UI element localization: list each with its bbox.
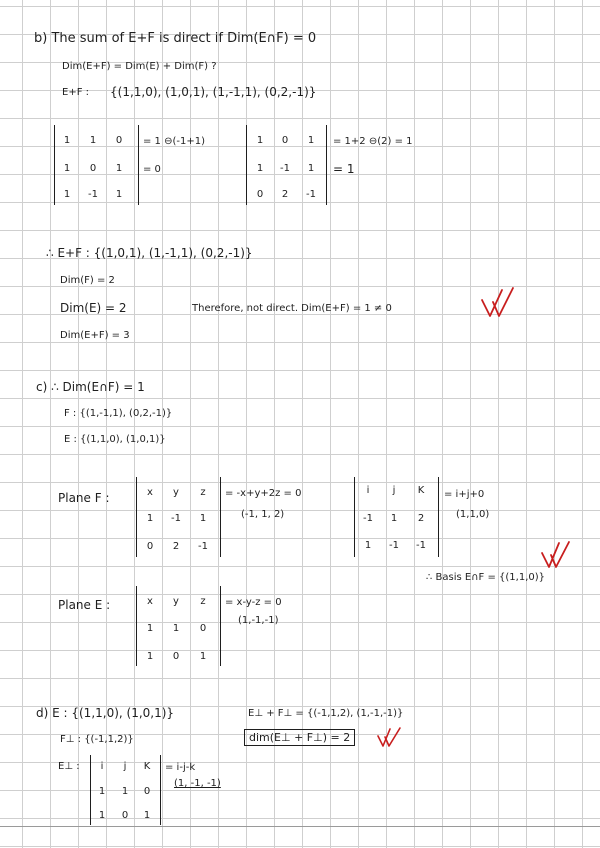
plane-e-label: Plane E : (58, 598, 111, 612)
plane-e-left-bar (136, 586, 137, 666)
det1-cell: 0 (89, 163, 97, 174)
plane-f-cell: 1 (199, 513, 207, 524)
dim-formula: Dim(E+F) = Dim(E) + Dim(F) ? (62, 61, 217, 72)
check-mark-icon (480, 286, 522, 320)
plane-e-equation: = x-y-z = 0 (225, 597, 282, 608)
plane-e-cell: 1 (146, 623, 154, 634)
det2-left-bar (246, 125, 247, 205)
dim-perp-box: dim(E⊥ + F⊥) = 2 (244, 729, 355, 746)
det1-right-bar (138, 125, 139, 205)
cross-det-right-bar (438, 477, 439, 557)
e-plus-f-set: {(1,1,0), (1,0,1), (1,-1,1), (0,2,-1)} (110, 85, 317, 99)
det2-cell: 1 (256, 135, 264, 146)
cross-det-cell: -1 (416, 540, 426, 551)
plane-e-cell: x (147, 596, 153, 607)
det1-cell: 1 (63, 163, 71, 174)
plane-f-left-bar (136, 477, 137, 557)
plane-f-right-bar (220, 477, 221, 557)
e-perp-cell: 0 (121, 810, 129, 821)
perp-sum: E⊥ + F⊥ = {(-1,1,2), (1,-1,-1)} (248, 708, 404, 719)
plane-e-cell: 1 (146, 651, 154, 662)
plane-f-cell: 2 (172, 541, 180, 552)
plane-f-normal: (-1, 1, 2) (241, 509, 285, 520)
plane-f-cell: 0 (146, 541, 154, 552)
dim-e: Dim(E) = 2 (60, 301, 127, 315)
det1-cell: 1 (115, 163, 123, 174)
cross-vector: (1,1,0) (456, 509, 490, 520)
plane-f-cell: 1 (146, 513, 154, 524)
plane-e-cell: 0 (199, 623, 207, 634)
plane-e-normal: (1,-1,-1) (238, 615, 279, 626)
det2-cell: 0 (256, 189, 264, 200)
check-mark-icon (540, 540, 576, 570)
e-perp-cell: i (100, 761, 104, 772)
plane-e-cell: 1 (172, 623, 180, 634)
cross-det-cell: j (392, 485, 396, 496)
f-perp-set: F⊥ : {(-1,1,2)} (60, 734, 134, 745)
cross-det-cell: 1 (390, 513, 398, 524)
e-perp-cell: 1 (98, 786, 106, 797)
det2-cell: 2 (281, 189, 289, 200)
det1-cell: 1 (115, 189, 123, 200)
f-set: F : {(1,-1,1), (0,2,-1)} (64, 408, 173, 419)
det1-result-value: = 0 (143, 164, 161, 175)
e-perp-vector: (1, -1, -1) (174, 778, 221, 789)
conclusion-text: Therefore, not direct. Dim(E+F) = 1 ≠ 0 (192, 303, 392, 314)
e-perp-cell: 0 (143, 786, 151, 797)
e-perp-equation: = i-j-k (165, 762, 196, 773)
cross-det-cell: -1 (363, 513, 373, 524)
page-bottom-rule (0, 826, 600, 827)
e-perp-cell: j (123, 761, 127, 772)
det2-cell: -1 (306, 189, 316, 200)
det2-cell: 1 (307, 135, 315, 146)
cross-det-cell: 1 (364, 540, 372, 551)
dim-f: Dim(F) = 2 (60, 275, 115, 286)
part-c-heading: c) ∴ Dim(E∩F) = 1 (36, 380, 145, 394)
plane-f-cell: -1 (171, 513, 181, 524)
e-perp-cell: 1 (143, 810, 151, 821)
det1-cell: 1 (63, 189, 71, 200)
plane-e-right-bar (220, 586, 221, 666)
e-perp-cell: 1 (121, 786, 129, 797)
plane-f-label: Plane F : (58, 491, 110, 505)
det2-cell: -1 (280, 163, 290, 174)
part-d-e-set: d) E : {(1,1,0), (1,0,1)} (36, 706, 175, 720)
e-perp-cell: K (143, 761, 151, 772)
det2-result-value: = 1 (333, 162, 355, 176)
cross-det-cell: i (366, 485, 370, 496)
check-mark-icon (376, 726, 404, 748)
det1-cell: 1 (63, 135, 71, 146)
e-perp-right-bar (160, 755, 161, 825)
cross-det-cell: K (417, 485, 425, 496)
plane-f-cell: z (200, 487, 206, 498)
cross-equation: = i+j+0 (444, 489, 485, 500)
e-set: E : {(1,1,0), (1,0,1)} (64, 434, 166, 445)
dim-e-plus-f: Dim(E+F) = 3 (60, 330, 130, 341)
det2-right-bar (326, 125, 327, 205)
det2-cell: 1 (307, 163, 315, 174)
plane-f-cell: y (173, 487, 179, 498)
det2-cell: 0 (281, 135, 289, 146)
e-perp-cell: 1 (98, 810, 106, 821)
basis-intersection: ∴ Basis E∩F = {(1,1,0)} (426, 572, 546, 583)
plane-f-cell: x (147, 487, 153, 498)
plane-e-cell: z (200, 596, 206, 607)
e-plus-f-basis: ∴ E+F : {(1,0,1), (1,-1,1), (0,2,-1)} (46, 246, 253, 260)
cross-det-cell: -1 (389, 540, 399, 551)
plane-e-cell: 0 (172, 651, 180, 662)
part-b-heading: b) The sum of E+F is direct if Dim(E∩F) = 0 (34, 31, 317, 46)
det1-result: = 1 ⊖(-1+1) (143, 136, 205, 147)
det2-result: = 1+2 ⊖(2) = 1 (333, 136, 413, 147)
cross-det-left-bar (354, 477, 355, 557)
det2-cell: 1 (256, 163, 264, 174)
det1-cell: 1 (89, 135, 97, 146)
det1-cell: -1 (88, 189, 98, 200)
cross-det-cell: 2 (417, 513, 425, 524)
plane-e-cell: y (173, 596, 179, 607)
plane-f-cell: -1 (198, 541, 208, 552)
e-plus-f-label: E+F : (62, 87, 89, 98)
det1-left-bar (54, 125, 55, 205)
plane-f-equation: = -x+y+2z = 0 (225, 488, 302, 499)
det1-cell: 0 (115, 135, 123, 146)
e-perp-label: E⊥ : (58, 761, 80, 772)
plane-e-cell: 1 (199, 651, 207, 662)
